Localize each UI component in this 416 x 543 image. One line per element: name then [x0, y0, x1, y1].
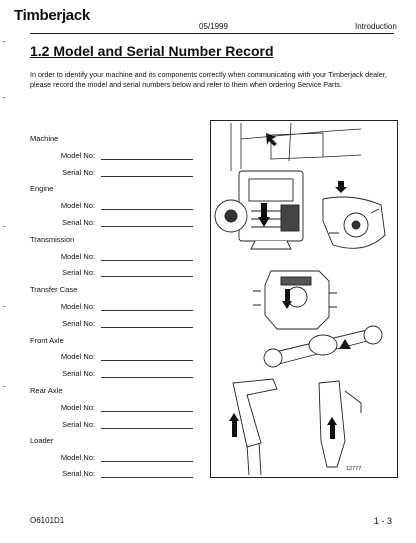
loader-model-field[interactable] [101, 461, 193, 462]
rear-axle-model-field[interactable] [101, 411, 193, 412]
model-label: Model No: [60, 453, 95, 462]
margin-mark [3, 386, 6, 387]
component-illustration [210, 120, 398, 478]
model-label: Model No: [60, 252, 95, 261]
model-label: Model No: [60, 403, 95, 412]
component-drawing-svg [211, 121, 397, 477]
arrow-icon [229, 413, 239, 421]
transfer-case-serial-field[interactable] [101, 327, 193, 328]
arrow-icon [232, 421, 237, 437]
engine-serial-field[interactable] [101, 226, 193, 227]
intro-paragraph: In order to identify your machine and its components correctly when communicating with your Timberjack dealer, please record the model and serial numbers below and refer to them when ordering Service Parts. [30, 70, 387, 89]
front-axle-serial-field[interactable] [101, 377, 193, 378]
header-rule [30, 33, 394, 34]
model-label: Model No: [60, 352, 95, 361]
model-label: Model No: [60, 151, 95, 160]
transfer-case-model-field[interactable] [101, 310, 193, 311]
transmission-serial-field[interactable] [101, 276, 193, 277]
loader-drawing [233, 379, 361, 475]
model-label: Model No: [60, 302, 95, 311]
arrow-icon [330, 425, 335, 439]
category-engine: Engine [30, 184, 54, 193]
arrow-icon [338, 181, 344, 188]
header-section: Introduction [355, 22, 397, 31]
engine-drawing [215, 171, 303, 249]
document-code: O6101D1 [30, 516, 65, 525]
machine-cab-drawing [231, 123, 361, 171]
machine-serial-field[interactable] [101, 176, 193, 177]
model-label: Model No: [60, 201, 95, 210]
machine-model-field[interactable] [101, 159, 193, 160]
category-rear-axle: Rear Axle [30, 386, 63, 395]
serial-label: Serial No: [62, 420, 95, 429]
transmission-model-field[interactable] [101, 260, 193, 261]
arrow-icon [285, 289, 290, 301]
rear-axle-serial-field[interactable] [101, 428, 193, 429]
front-axle-model-field[interactable] [101, 360, 193, 361]
brand-logo: Timberjack [14, 7, 90, 24]
category-machine: Machine [30, 134, 59, 143]
category-loader: Loader [30, 436, 54, 445]
transfer-case-drawing [253, 271, 337, 329]
margin-mark [3, 306, 6, 307]
serial-label: Serial No: [62, 319, 95, 328]
category-transfer-case: Transfer Case [30, 285, 78, 294]
serial-label: Serial No: [62, 469, 95, 478]
serial-label: Serial No: [62, 168, 95, 177]
arrow-icon [261, 203, 267, 217]
margin-mark [3, 226, 6, 227]
serial-label: Serial No: [62, 268, 95, 277]
margin-mark [3, 41, 6, 42]
margin-mark [3, 97, 6, 98]
arrow-icon [327, 417, 337, 425]
serial-label: Serial No: [62, 218, 95, 227]
page-title: 1.2 Model and Serial Number Record [30, 43, 274, 59]
category-transmission: Transmission [30, 235, 75, 244]
category-front-axle: Front Axle [30, 336, 64, 345]
figure-number: 12777 [346, 466, 362, 472]
serial-label: Serial No: [62, 369, 95, 378]
header-date: 05/1999 [199, 22, 228, 31]
loader-serial-field[interactable] [101, 477, 193, 478]
transmission-drawing [323, 197, 385, 248]
page-number: 1 - 3 [374, 516, 393, 526]
engine-model-field[interactable] [101, 209, 193, 210]
front-axle-drawing [264, 326, 382, 367]
